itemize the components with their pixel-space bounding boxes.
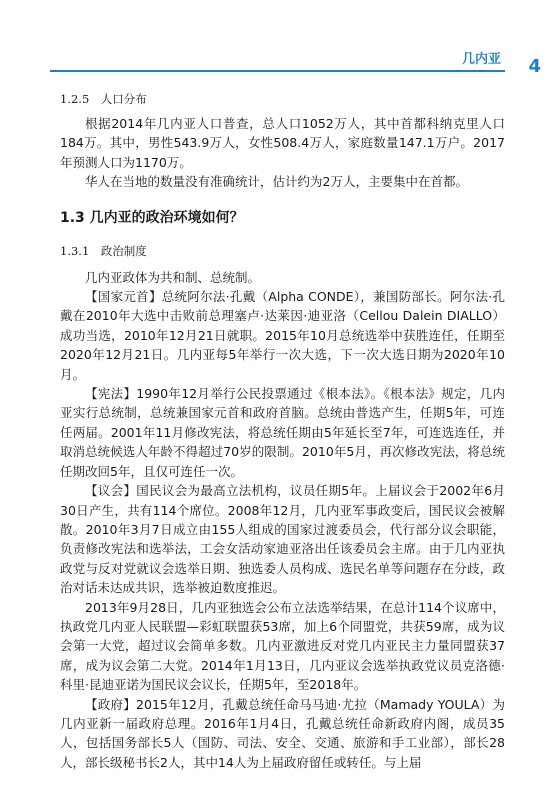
running-header-title: 几内亚 — [461, 52, 501, 67]
page-body — [60, 82, 505, 772]
subsection-heading-political-system: 1.3.1 政治制度 — [60, 243, 147, 258]
section-heading-politics: 1.3 几内亚的政治环境如何？ — [60, 209, 244, 226]
paragraph-population-census: 根据2014年几内亚人口普查，总人口1052万人，其中首都科纳克里人口184万。其中，男性543.9万人，女性508.4万人，家庭数量147.1万户。2017年预测人口为1170万。 — [60, 116, 505, 170]
paragraph-political-system: 几内亚政体为共和制、总统制。 — [85, 269, 261, 285]
paragraph-government: 【政府】2015年12月，孔戴总统任命马马迪·尤拉（Mamady YOULA）为几内亚新一届政府总理。2016年1月4日，孔戴总统任命新政府内阁，成员35人，包括国务部长5人（国防、司法、安全、交通、旅游和手工业部），部长28人，部长级秘书长2人，其中14人为上届政府留任或转任。与上届 — [60, 696, 505, 770]
paragraph-chinese-population: 华人在当地的数量没有准确统计，估计约为2万人，主要集中在首都。 — [85, 174, 468, 190]
page-header — [0, 0, 559, 90]
paragraph-constitution: 【宪法】1990年12月举行公民投票通过《根本法》。《根本法》规定，几内亚实行总统制，总统兼国家元首和政府首脑。总统由普选产生，任期5年，可连任两届。2001年11月修改宪法，将总统任期由5年延长至7年，可连选连任，并取消总统候选人年龄不得超过70岁的限制。2010年5月，再次修改宪法，将总统任期改回5年，且仅可连任一次。 — [60, 386, 505, 479]
paragraph-parliament: 【议会】国民议会为最高立法机构，议员任期5年。上届议会于2002年6月30日产生，共有114个席位。2008年12月，几内亚军事政变后，国民议会被解散。2010年3月7日成立由155人组成的国家过渡委员会，代行部分议会职能，负责修改宪法和选举法，工会女活动家迪亚洛出任该委员会主席。由于几内亚执政党与反对党就议会选举日期、独选委人员构成、选民名单等问题存在分歧，政治对话未达成共识，选举被迫数度推迟。 — [60, 483, 505, 596]
page-number: 4 — [528, 56, 541, 77]
subsection-heading-population: 1.2.5 人口分布 — [60, 92, 147, 106]
paragraph-legislative-election: 2013年9月28日，几内亚独选会公布立法选举结果，在总计114个议席中，执政党几内亚人民联盟—彩虹联盟获53席，加上6个同盟党，共获59席，成为议会第一大党，超过议会简单多数。几内亚激进反对党几内亚民主力量同盟获37席，成为议会第二大党。2014年1月13日，几内亚议会选举执政党议员克洛德·科里·昆迪亚诺为国民议会议长，任期5年，至2018年。 — [60, 599, 505, 693]
header-divider — [50, 70, 505, 72]
paragraph-head-of-state: 【国家元首】总统阿尔法·孔戴（Alpha CONDE），兼国防部长。阿尔法·孔戴在2010年大选中击败前总理塞卢·达莱因·迪亚洛（Cellou Dalein DIALLO）成功当选，2010年12月21日就职。2015年10月总统选举中获胜连任，任期至2020年12月21日。几内亚每5年举行一次大选，下一次大选日期为2020年10月。 — [60, 289, 505, 382]
